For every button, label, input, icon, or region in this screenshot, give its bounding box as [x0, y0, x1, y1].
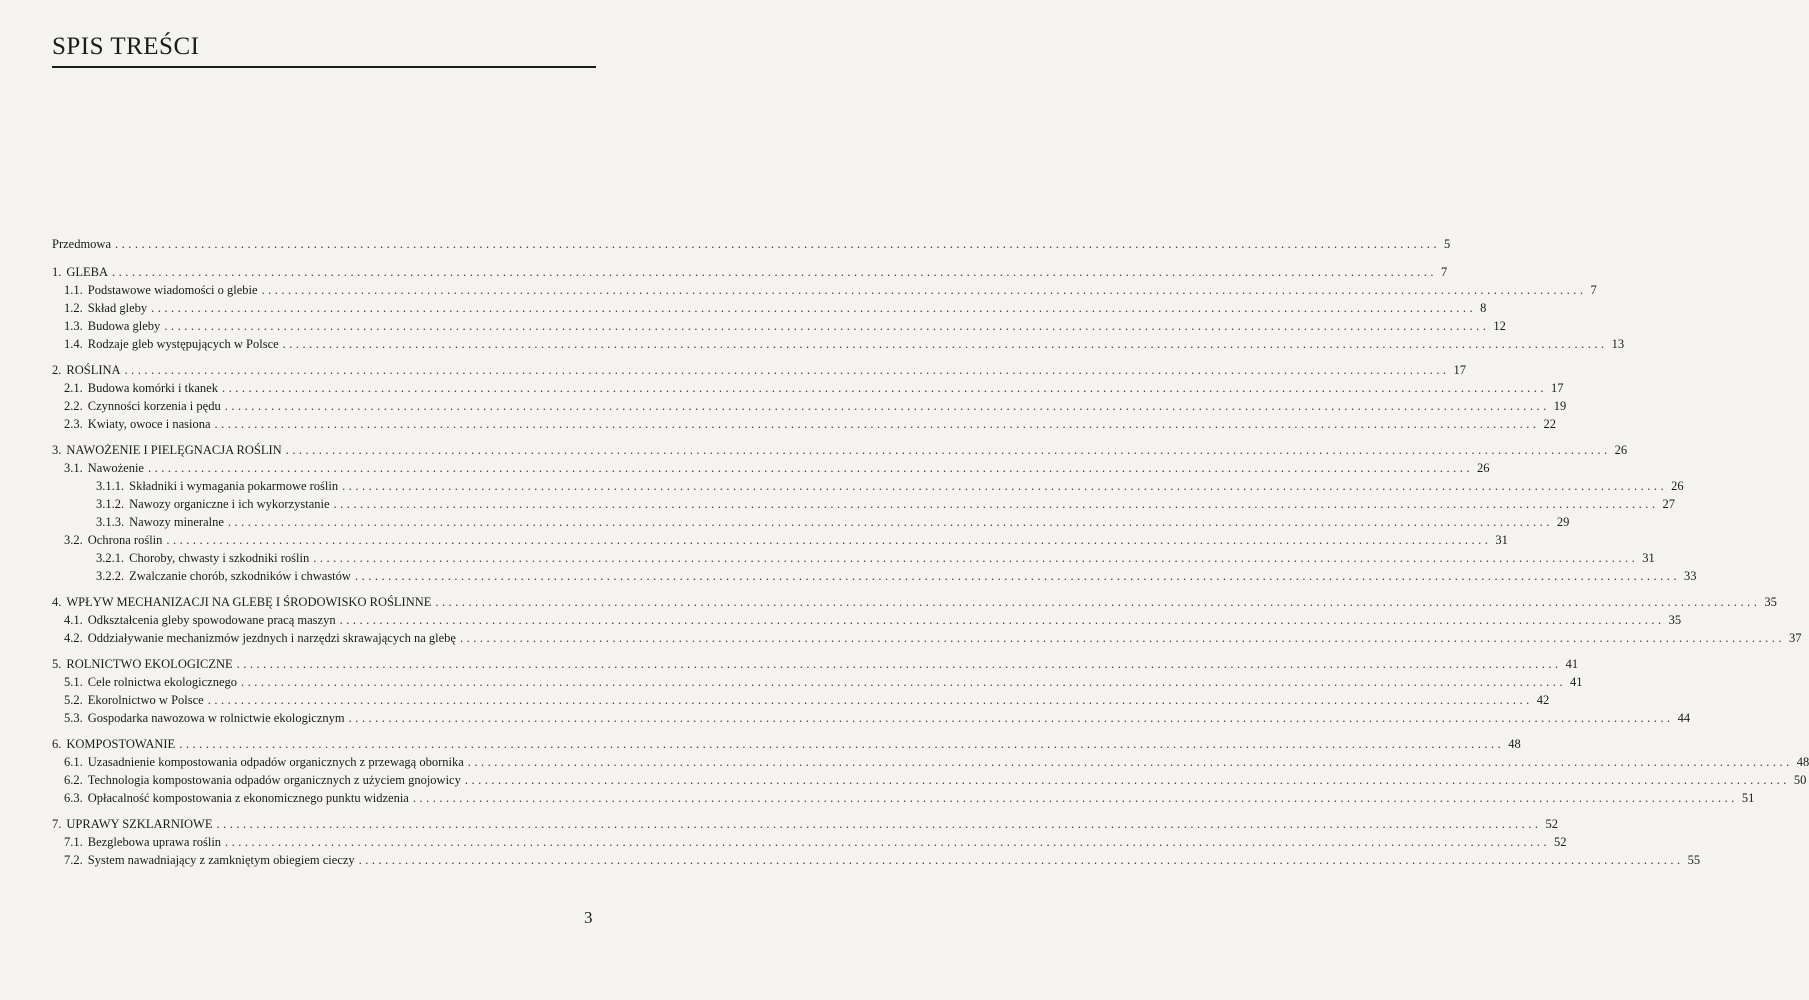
toc-entry-number: 3.2.	[64, 533, 83, 547]
toc-entry-title	[52, 656, 233, 672]
toc-entry-page: 29	[1556, 515, 1570, 529]
toc-entry	[64, 690, 1550, 708]
toc-entry-label: Odkształcenia gleby spowodowane pracą maszyn	[87, 613, 336, 627]
toc-entry-number: 3.	[52, 443, 62, 457]
toc-entry-title	[52, 816, 212, 832]
toc-entry-page: 22	[1543, 417, 1557, 431]
dot-leader: ........................................................................................................................................................................................................	[412, 791, 1738, 805]
toc-entry-label: Ochrona roślin	[87, 533, 163, 547]
toc-entry-label: WPŁYW MECHANIZACJI NA GLEBĘ I ŚRODOWISKO ROŚLINNE	[66, 595, 432, 609]
toc-entry-title	[64, 790, 409, 806]
toc-entry-title	[64, 318, 160, 334]
dot-leader: ........................................................................................................................................................................................................	[236, 657, 1562, 671]
toc-entry-title	[52, 736, 175, 752]
toc-entry-title	[64, 674, 237, 690]
dot-leader: ........................................................................................................................................................................................................	[348, 711, 1674, 725]
toc-entry	[64, 770, 1807, 788]
toc-entry-title	[64, 460, 144, 476]
toc-entry-label: Budowa komórki i tkanek	[87, 381, 218, 395]
toc-entry-number: 6.	[52, 737, 62, 751]
toc-entry-page: 41	[1570, 675, 1583, 689]
toc-entry-label: Nawozy mineralne	[129, 515, 224, 529]
toc-entry-page: 17	[1453, 363, 1467, 377]
toc-entry-title	[52, 442, 282, 458]
toc-entry-number: 3.2.2.	[96, 569, 125, 583]
toc-entry	[64, 788, 1755, 806]
toc-entry-title	[64, 772, 461, 788]
toc-entry-label: System nawadniający z zamkniętym obiegiem cieczy	[87, 853, 355, 867]
toc-entry	[52, 734, 1521, 752]
toc-entry	[64, 316, 1506, 334]
toc-entry-label: ROLNICTWO EKOLOGICZNE	[66, 657, 233, 671]
toc-entry-page: 48	[1508, 737, 1521, 751]
toc-entry-title	[52, 236, 111, 252]
toc-entry-number: 3.1.3.	[96, 515, 125, 529]
toc-entry	[64, 458, 1490, 476]
page-title: SPIS TREŚCI	[52, 33, 200, 60]
dot-leader: ........................................................................................................................................................................................................	[115, 237, 1441, 251]
dot-leader: ........................................................................................................................................................................................................	[124, 363, 1450, 377]
toc-entry-label: Opłacalność kompostowania z ekonomicznego punktu widzenia	[87, 791, 409, 805]
toc-entry-number: 4.2.	[64, 631, 83, 645]
toc-entry-title	[96, 478, 338, 494]
dot-leader: ........................................................................................................................................................................................................	[227, 515, 1553, 529]
toc-entry	[96, 494, 1676, 512]
toc-entry-number: 6.2.	[64, 773, 83, 787]
toc-entry-title	[52, 362, 121, 378]
toc-entry-title	[64, 416, 211, 432]
toc-entry	[52, 360, 1467, 378]
toc-entry-page: 31	[1495, 533, 1508, 547]
title-rule	[52, 66, 596, 68]
toc-entry-number: 1.4.	[64, 337, 83, 351]
toc-entry-number: 1.3.	[64, 319, 83, 333]
toc-entry-title	[96, 514, 224, 530]
toc-entry-label: Bezglebowa uprawa roślin	[87, 835, 222, 849]
toc-entry-label: Uzasadnienie kompostowania odpadów organicznych z przewagą obornika	[87, 755, 464, 769]
dot-leader: ........................................................................................................................................................................................................	[166, 533, 1492, 547]
dot-leader: ........................................................................................................................................................................................................	[112, 265, 1438, 279]
toc-entry-page: 27	[1662, 497, 1676, 511]
toc-entry-label: ROŚLINA	[66, 363, 121, 377]
dot-leader: ........................................................................................................................................................................................................	[221, 381, 1547, 395]
toc-entry-number: 4.	[52, 595, 62, 609]
toc-entry	[52, 592, 1777, 610]
toc-entry-page: 7	[1590, 283, 1597, 297]
toc-entry-title	[64, 380, 218, 396]
toc-entry-label: Gospodarka nawozowa w rolnictwie ekologicznym	[87, 711, 345, 725]
toc-entry-title	[96, 550, 309, 566]
toc-entry-number: 6.3.	[64, 791, 83, 805]
toc-entry-label: Składniki i wymagania pokarmowe roślin	[129, 479, 339, 493]
toc-entry-title	[64, 630, 456, 646]
toc-entry-title	[64, 612, 336, 628]
toc-entry-page: 41	[1565, 657, 1579, 671]
toc-entry-label: Nawożenie	[87, 461, 144, 475]
toc-entry-title	[64, 754, 464, 770]
toc-entry-label: Budowa gleby	[87, 319, 161, 333]
toc-entry-page: 51	[1741, 791, 1755, 805]
toc-entry-page: 35	[1764, 595, 1777, 609]
toc-entry-label: KOMPOSTOWANIE	[66, 737, 176, 751]
toc-entry-number: 7.2.	[64, 853, 83, 867]
toc-entry-label: Nawozy organiczne i ich wykorzystanie	[129, 497, 330, 511]
toc-entry-title	[64, 282, 258, 298]
toc-entry-page: 33	[1683, 569, 1697, 583]
toc-entry-title	[64, 300, 147, 316]
toc-entry-number: 2.	[52, 363, 62, 377]
toc-entry-title	[64, 532, 162, 548]
dot-leader: ........................................................................................................................................................................................................	[207, 693, 1533, 707]
toc-entry-number: 3.1.1.	[96, 479, 125, 493]
toc-entry	[52, 440, 1628, 458]
toc-entry-number: 5.3.	[64, 711, 83, 725]
toc-entry-title	[64, 336, 279, 352]
toc-entry-number: 1.	[52, 265, 62, 279]
toc-entry-number: 3.1.	[64, 461, 83, 475]
toc-entry-label: NAWOŻENIE I PIELĘGNACJA ROŚLIN	[66, 443, 282, 457]
toc-entry-label: Podstawowe wiadomości o glebie	[87, 283, 258, 297]
toc-entry-number: 6.1.	[64, 755, 83, 769]
toc-entry-label: Rodzaje gleb występujących w Polsce	[87, 337, 279, 351]
dot-leader: ........................................................................................................................................................................................................	[358, 853, 1684, 867]
toc-entry-page: 19	[1553, 399, 1567, 413]
toc-entry-page: 12	[1493, 319, 1506, 333]
toc-entry	[64, 708, 1691, 726]
dot-leader: ........................................................................................................................................................................................................	[179, 737, 1505, 751]
toc-entry-page: 52	[1545, 817, 1558, 831]
toc-entry-number: 5.	[52, 657, 62, 671]
toc-entry	[64, 752, 1809, 770]
toc-entry-label: UPRAWY SZKLARNIOWE	[66, 817, 213, 831]
toc-entry-label: Czynności korzenia i pędu	[87, 399, 221, 413]
toc-entry-page: 5	[1444, 237, 1451, 251]
toc-entry-number: 5.1.	[64, 675, 83, 689]
toc-entry-page: 13	[1611, 337, 1625, 351]
toc-entry-label: GLEBA	[66, 265, 109, 279]
toc-entry-page: 7	[1441, 265, 1448, 279]
dot-leader: ........................................................................................................................................................................................................	[282, 337, 1608, 351]
dot-leader: ........................................................................................................................................................................................................	[285, 443, 1611, 457]
dot-leader: ........................................................................................................................................................................................................	[342, 479, 1668, 493]
toc-entry-label: Skład gleby	[87, 301, 148, 315]
dot-leader: ........................................................................................................................................................................................................	[224, 399, 1550, 413]
toc-entry	[52, 234, 1451, 252]
dot-leader: ........................................................................................................................................................................................................	[313, 551, 1639, 565]
toc-entry	[96, 566, 1697, 584]
toc-entry-title	[64, 852, 355, 868]
toc-entry-page: 8	[1480, 301, 1487, 315]
dot-leader: ........................................................................................................................................................................................................	[216, 817, 1542, 831]
toc-entry-label: Zwalczanie chorób, szkodników i chwastów	[129, 569, 351, 583]
toc-entry	[64, 414, 1557, 432]
dot-leader: ........................................................................................................................................................................................................	[151, 301, 1477, 315]
dot-leader: ........................................................................................................................................................................................................	[354, 569, 1680, 583]
toc-entry-number: 4.1.	[64, 613, 83, 627]
toc-entry-label: Oddziaływanie mechanizmów jezdnych i narzędzi skrawających na glebę	[87, 631, 456, 645]
dot-leader: ........................................................................................................................................................................................................	[339, 613, 1665, 627]
toc-entry	[96, 548, 1655, 566]
page-number: 3	[584, 908, 593, 927]
dot-leader: ........................................................................................................................................................................................................	[214, 417, 1540, 431]
toc-entry-number: 2.1.	[64, 381, 83, 395]
dot-leader: ........................................................................................................................................................................................................	[435, 595, 1761, 609]
toc-entry	[52, 814, 1558, 832]
dot-leader: ........................................................................................................................................................................................................	[333, 497, 1659, 511]
dot-leader: ........................................................................................................................................................................................................	[261, 283, 1587, 297]
toc-entry	[64, 850, 1701, 868]
toc-entry-page: 44	[1677, 711, 1691, 725]
toc-entry-label: Cele rolnictwa ekologicznego	[87, 675, 237, 689]
toc-entry	[52, 654, 1579, 672]
toc-entry	[64, 378, 1564, 396]
dot-leader: ........................................................................................................................................................................................................	[459, 631, 1785, 645]
toc-entry-number: 3.2.1.	[96, 551, 125, 565]
toc-entry	[96, 512, 1570, 530]
toc-entry-number: 7.1.	[64, 835, 83, 849]
dot-leader: ........................................................................................................................................................................................................	[164, 319, 1490, 333]
dot-leader: ........................................................................................................................................................................................................	[241, 675, 1566, 689]
toc-entry-label: Przedmowa	[52, 237, 112, 251]
toc-entry-title	[96, 496, 330, 512]
toc-entry-number: 3.1.2.	[96, 497, 125, 511]
toc-entry	[64, 832, 1567, 850]
dot-leader: ........................................................................................................................................................................................................	[225, 835, 1551, 849]
toc-entry	[64, 672, 1583, 690]
toc-entry-number: 2.3.	[64, 417, 83, 431]
toc-entry-title	[96, 568, 351, 584]
dot-leader: ........................................................................................................................................................................................................	[147, 461, 1473, 475]
toc-entry	[52, 262, 1448, 280]
toc-entry-number: 2.2.	[64, 399, 83, 413]
toc-entry-title	[64, 692, 204, 708]
toc-entry-page: 17	[1550, 381, 1564, 395]
toc-entry-label: Kwiaty, owoce i nasiona	[87, 417, 211, 431]
toc-entry	[96, 476, 1684, 494]
toc-entry-title	[64, 398, 221, 414]
toc-entry-page: 42	[1536, 693, 1550, 707]
toc-entry	[64, 298, 1487, 316]
toc-entry-page: 26	[1671, 479, 1684, 493]
toc-entry-page: 26	[1614, 443, 1628, 457]
toc-entry-page: 31	[1642, 551, 1655, 565]
toc-entry-title	[52, 594, 431, 610]
toc-entry-page: 50	[1793, 773, 1807, 787]
toc-entry-page: 52	[1554, 835, 1567, 849]
toc-entry-page: 35	[1668, 613, 1682, 627]
toc-entry	[64, 610, 1682, 628]
toc-entry-number: 1.2.	[64, 301, 83, 315]
toc-entry-number: 7.	[52, 817, 62, 831]
toc-entry	[64, 280, 1597, 298]
dot-leader: ........................................................................................................................................................................................................	[464, 773, 1790, 787]
toc-entry-page: 26	[1476, 461, 1490, 475]
toc-entry	[64, 334, 1625, 352]
toc-entry	[64, 396, 1567, 414]
toc-entry-page: 55	[1687, 853, 1701, 867]
dot-leader: ........................................................................................................................................................................................................	[467, 755, 1793, 769]
toc-entry-title	[52, 264, 108, 280]
toc-entry	[64, 628, 1802, 646]
toc-entry-title	[64, 834, 221, 850]
toc-entry-title	[64, 710, 345, 726]
toc-entry-page: 48	[1796, 755, 1809, 769]
toc-entry-label: Ekorolnictwo w Polsce	[87, 693, 204, 707]
toc-entry	[64, 530, 1508, 548]
toc-entry-page: 37	[1788, 631, 1802, 645]
toc-entry-number: 1.1.	[64, 283, 83, 297]
toc-entry-label: Technologia kompostowania odpadów organicznych z użyciem gnojowicy	[87, 773, 461, 787]
toc-entry-label: Choroby, chwasty i szkodniki roślin	[129, 551, 310, 565]
toc-entry-number: 5.2.	[64, 693, 83, 707]
